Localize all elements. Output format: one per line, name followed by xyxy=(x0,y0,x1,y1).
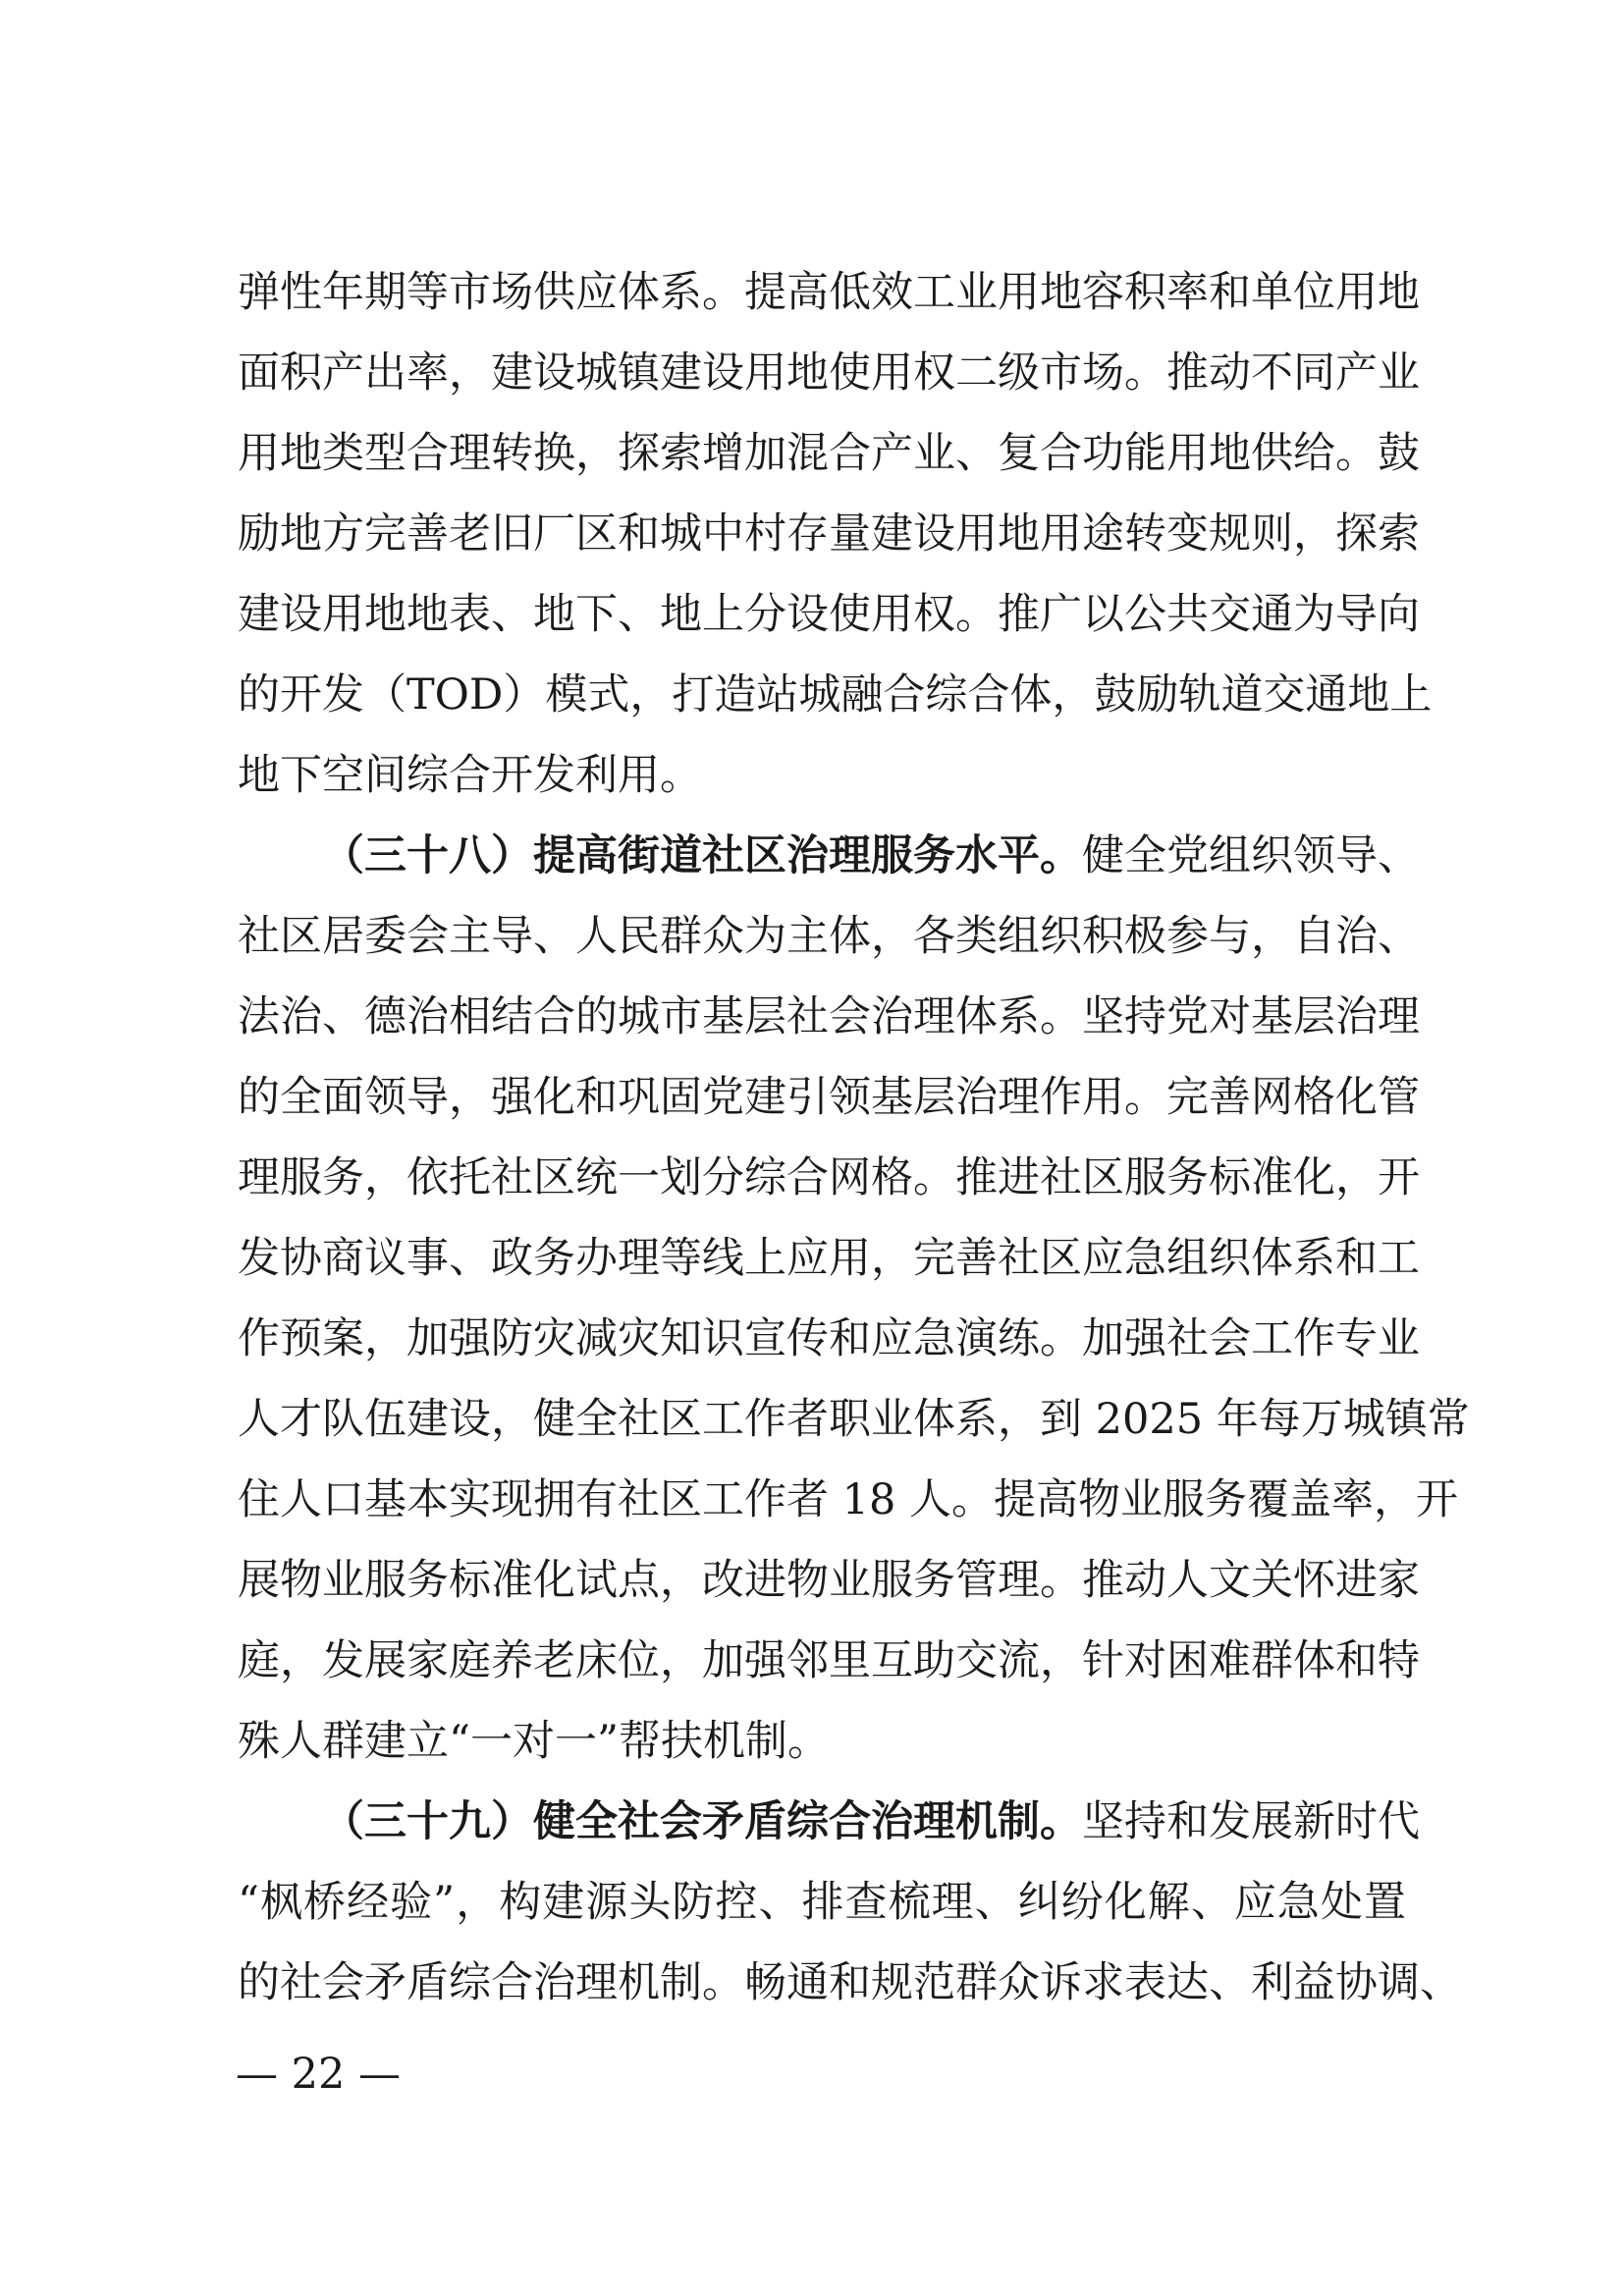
text-line: 面积产出率，建设城镇建设用地使用权二级市场。推动不同产业 xyxy=(238,348,1420,398)
text-line: 社区居委会主导、人民群众为主体，各类组织积极参与，自治、 xyxy=(238,912,1420,961)
text-line: 建设用地地表、地下、地上分设使用权。推广以公共交通为导向 xyxy=(238,590,1420,639)
text-line: 弹性年期等市场供应体系。提高低效工业用地容积率和单位用地 xyxy=(238,268,1420,317)
heading-line-rest: 健全党组织领导、 xyxy=(1082,831,1420,881)
text-line: 地下空间综合开发利用。 xyxy=(238,751,702,800)
text-line: 法治、德治相结合的城市基层社会治理体系。坚持党对基层治理 xyxy=(238,992,1420,1041)
text-line xyxy=(238,816,1420,896)
text-line: 理服务，依托社区统一划分综合网格。推进社区服务标准化，开 xyxy=(238,1153,1420,1202)
section-heading-38: （三十八）提高街道社区治理服务水平。 xyxy=(322,831,1082,881)
text-line: 住人口基本实现拥有社区工作者 18 人。提高物业服务覆盖率，开 xyxy=(238,1475,1459,1524)
text-line: 励地方完善老旧厂区和城中村存量建设用地用途转变规则，探索 xyxy=(238,509,1420,559)
paragraph-land-supply xyxy=(238,252,1433,816)
page-number: — 22 — xyxy=(236,2050,402,2099)
text-line: 的全面领导，强化和巩固党建引领基层治理作用。完善网格化管 xyxy=(238,1073,1420,1122)
text-line: “枫桥经验”，构建源头防控、排查梳理、纠纷化解、应急处置 xyxy=(238,1878,1406,1927)
text-line: 作预案，加强防灾减灾知识宣传和应急演练。加强社会工作专业 xyxy=(238,1314,1420,1363)
heading-line-rest: 坚持和发展新时代 xyxy=(1082,1797,1420,1846)
text-line: 殊人群建立“一对一”帮扶机制。 xyxy=(238,1717,830,1766)
text-line: 用地类型合理转换，探索增加混合产业、复合功能用地供给。鼓 xyxy=(238,429,1420,478)
text-line: 的开发（TOD）模式，打造站城融合综合体，鼓励轨道交通地上 xyxy=(238,670,1433,720)
text-line: 的社会矛盾综合治理机制。畅通和规范群众诉求表达、利益协调、 xyxy=(238,1958,1462,2007)
text-line xyxy=(238,1782,1420,1862)
section-heading-39: （三十九）健全社会矛盾综合治理机制。 xyxy=(322,1797,1082,1846)
paragraph-39 xyxy=(238,1782,1462,2023)
document-body xyxy=(238,252,1470,2023)
paragraph-38 xyxy=(238,816,1470,1782)
text-line: 人才队伍建设，健全社区工作者职业体系，到 2025 年每万城镇常 xyxy=(238,1395,1470,1444)
text-line: 庭，发展家庭养老床位，加强邻里互助交流，针对困难群体和特 xyxy=(238,1636,1420,1685)
text-line: 展物业服务标准化试点，改进物业服务管理。推动人文关怀进家 xyxy=(238,1556,1420,1605)
text-line: 发协商议事、政务办理等线上应用，完善社区应急组织体系和工 xyxy=(238,1234,1420,1283)
